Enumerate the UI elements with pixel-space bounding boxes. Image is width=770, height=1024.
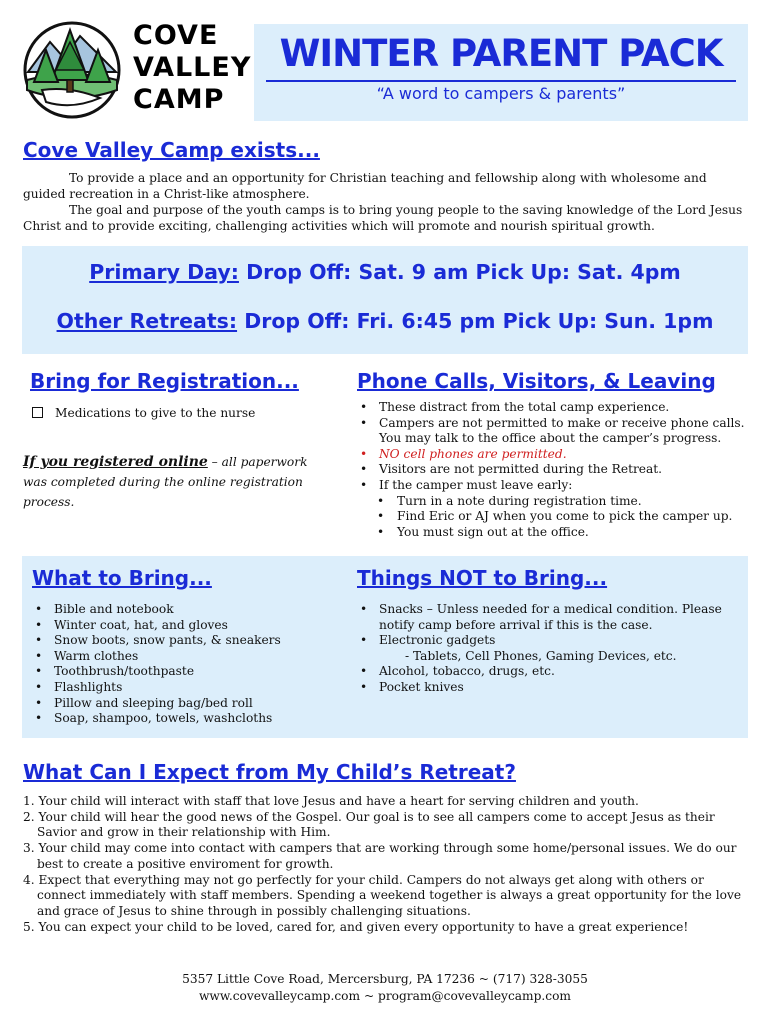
list-item: • These distract from the total camp experience. [357, 400, 747, 416]
footer [0, 971, 770, 1005]
page-subtitle: “A word to campers & parents” [376, 84, 626, 103]
list-item: • You must sign out at the office. [357, 525, 747, 541]
list-item: 4. Expect that everything may not go perfectly for your child. Campers do not always get along with others or connect immediately with staff members. Spending a weekend together is always a great opportunity for the love and grace of Jesus to shine through in possibly challenging situations. [23, 872, 742, 918]
list-item: 1. Your child will interact with staff that love Jesus and have a heart for serving children and youth. [23, 794, 639, 808]
primary-day-label: Primary Day: [89, 260, 239, 284]
checkbox-icon [32, 407, 43, 418]
page-title: WINTER PARENT PACK [279, 32, 723, 75]
list-item: • Turn in a note during registration time. [357, 494, 747, 510]
exists-paragraph-1: To provide a place and an opportunity for Christian teaching and fellowship along with wholesome and guided recreation in a Christ-like atmosphere. [23, 171, 707, 201]
expect-heading: What Can I Expect from My Child’s Retreat? [23, 760, 516, 784]
list-item: You may talk to the office about the camper’s progress. [379, 431, 722, 446]
list-item: 5. You can expect your child to be loved, cared for, and given every opportunity to have a great experience! [23, 919, 689, 934]
online-note-label: If you registered online [23, 454, 208, 470]
list-item: • If the camper must leave early: [357, 478, 747, 494]
camp-name-line1: COVE [133, 20, 219, 51]
list-item: 3. Your child may come into contact with campers that are working through some home/personal issues. We do our best to create a positive enviroment for growth. [23, 841, 737, 871]
camp-name-line2: VALLEY [133, 52, 252, 83]
list-item: • Bible and notebook [32, 602, 342, 618]
registration-heading: Bring for Registration... [30, 369, 299, 393]
list-item: • Toothbrush/toothpaste [32, 664, 342, 680]
expect-list [23, 794, 753, 935]
list-item: • Snow boots, snow pants, & sneakers [32, 633, 342, 649]
exists-paragraph-2: The goal and purpose of the youth camps is to bring young people to the saving knowledge of the Lord Jesus Christ and to provide exciting, challenging activities which will promote and nourish spiritual growth. [23, 203, 743, 233]
exists-body [23, 170, 748, 234]
not-bring-heading: Things NOT to Bring... [357, 566, 608, 590]
not-bring-list [357, 602, 737, 696]
footer-address: 5357 Little Cove Road, Mercersburg, PA 17236 ~ (717) 328-3055 [182, 972, 588, 986]
phone-list [357, 400, 747, 540]
list-item: • Soap, shampoo, towels, washcloths [32, 711, 342, 727]
list-item: • Campers are not permitted to make or receive phone calls. [357, 416, 747, 432]
list-item: • Warm clothes [32, 649, 342, 665]
registration-check-item [32, 406, 255, 420]
other-retreats-label: Other Retreats: [56, 309, 238, 333]
online-note [23, 452, 323, 512]
title-rule [266, 80, 736, 82]
list-item: • Flashlights [32, 680, 342, 696]
schedule-box [22, 246, 748, 354]
list-item: - Tablets, Cell Phones, Gaming Devices, etc. [405, 648, 677, 663]
list-item: • NO cell phones are permitted. [357, 447, 747, 463]
list-item: • Visitors are not permitted during the Retreat. [357, 462, 747, 478]
title-box [254, 24, 748, 121]
list-item: • Alcohol, tobacco, drugs, etc. [357, 664, 737, 680]
list-item: • Snacks – Unless needed for a medical condition. Please notify camp before arrival if this is the case. [357, 602, 737, 633]
list-item: • Find Eric or AJ when you come to pick the camper up. [357, 509, 747, 525]
bring-list [32, 602, 342, 727]
primary-day-line [22, 260, 748, 284]
camp-name-line3: CAMP [133, 84, 225, 115]
bring-heading: What to Bring... [32, 566, 212, 590]
primary-day-times: Drop Off: Sat. 9 am Pick Up: Sat. 4pm [246, 260, 681, 284]
list-item: • Winter coat, hat, and gloves [32, 618, 342, 634]
exists-heading: Cove Valley Camp exists... [23, 138, 320, 162]
list-item: • Electronic gadgets [357, 633, 737, 649]
other-retreats-line [22, 309, 748, 333]
footer-web: www.covevalleycamp.com ~ program@covevalleycamp.com [199, 989, 571, 1003]
list-item: • Pocket knives [357, 680, 737, 696]
online-note-text: – all paperwork was completed during the online registration process. [23, 455, 308, 509]
camp-logo-icon [22, 20, 122, 120]
other-retreats-times: Drop Off: Fri. 6:45 pm Pick Up: Sun. 1pm [244, 309, 714, 333]
registration-check-label: Medications to give to the nurse [55, 406, 256, 420]
phone-heading: Phone Calls, Visitors, & Leaving [357, 369, 716, 393]
list-item: • Pillow and sleeping bag/bed roll [32, 696, 342, 712]
camp-name [133, 20, 251, 116]
list-item: 2. Your child will hear the good news of the Gospel. Our goal is to see all campers come to accept Jesus as their Savior and grow in their relationship with Him. [23, 809, 715, 840]
